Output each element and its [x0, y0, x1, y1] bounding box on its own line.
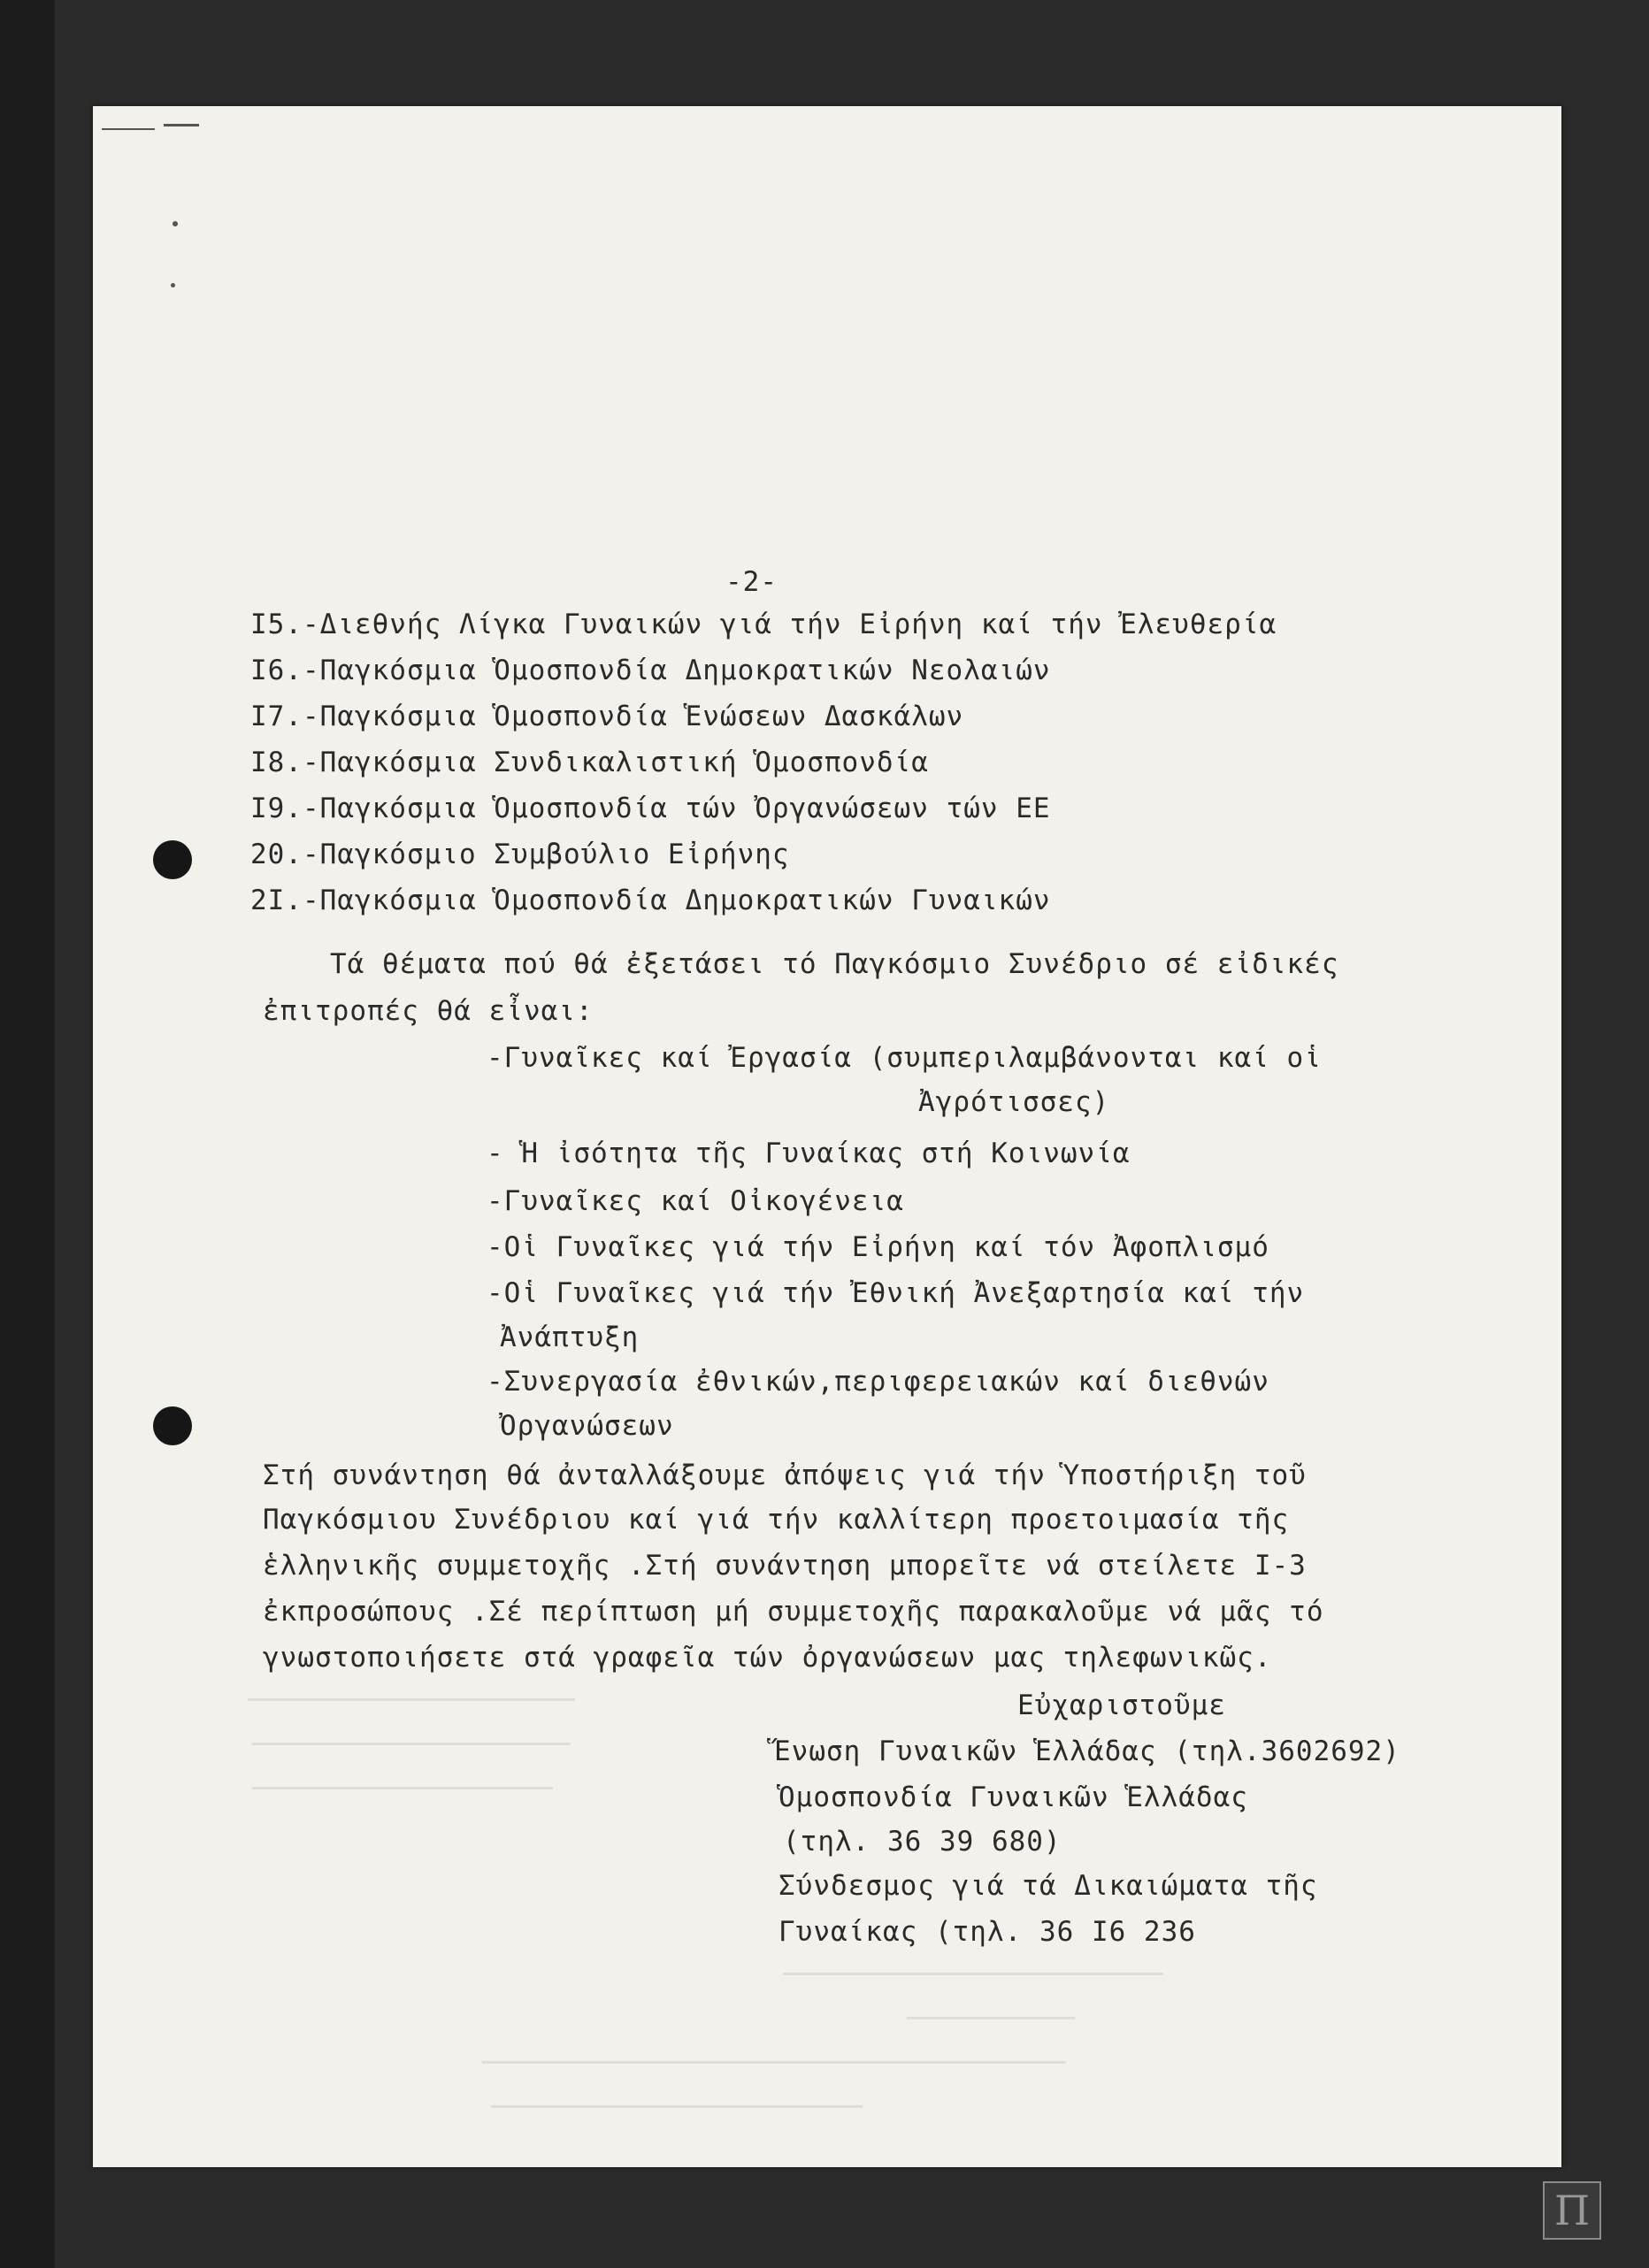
intro-line: ἐπιτροπές θά εἶναι:: [263, 995, 594, 1027]
typed-text: [93, 106, 1561, 2167]
bleed-through: [491, 2105, 863, 2108]
page-number: -2-: [725, 566, 778, 598]
topic-item: -Οἱ Γυναῖκες γιά τήν Εἰρήνη καί τόν Ἀφοπλισμό: [487, 1231, 1269, 1263]
scanner-background-left: [0, 0, 55, 2268]
body-line: Στή συνάντηση θά ἀνταλλάξουμε ἀπόψεις γιά τήν Ὑποστήριξη τοῦ: [263, 1460, 1307, 1491]
list-item: 2I.-Παγκόσμια Ὁμοσπονδία Δημοκρατικών Γυναικών: [250, 885, 1051, 916]
topic-item: - Ἡ ἰσότητα τῆς Γυναίκας στή Κοινωνία: [487, 1138, 1131, 1169]
topic-item: -Συνεργασία ἐθνικών,περιφερειακών καί διεθνών: [487, 1366, 1269, 1398]
body-line: ἑλληνικῆς συμμετοχῆς .Στή συνάντηση μπορεῖτε νά στείλετε I-3: [263, 1550, 1307, 1582]
bleed-through: [783, 1973, 1163, 1975]
list-item: I9.-Παγκόσμια Ὁμοσπονδία τών Ὀργανώσεων τών ΕΕ: [250, 793, 1051, 824]
bleed-through: [252, 1743, 571, 1745]
topic-continuation: Ἀνάπτυξη: [500, 1322, 640, 1353]
archive-logo-icon: Π: [1543, 2181, 1601, 2240]
body-line: γνωστοποιήσετε στά γραφεῖα τών ὀργανώσεων μας τηλεφωνικῶς.: [263, 1642, 1272, 1674]
signatory-line: (τηλ. 36 39 680): [783, 1826, 1062, 1858]
signatory-line: Γυναίκας (τηλ. 36 I6 236: [778, 1916, 1196, 1948]
body-line: Παγκόσμιου Συνέδριου καί γιά τήν καλλίτερη προετοιμασία τῆς: [263, 1504, 1290, 1536]
list-item: 20.-Παγκόσμιο Συμβούλιο Εἰρήνης: [250, 839, 790, 870]
bleed-through: [252, 1787, 553, 1789]
list-item: I8.-Παγκόσμια Συνδικαλιστική Ὁμοσπονδία: [250, 747, 929, 778]
document-page: [93, 106, 1561, 2167]
topic-continuation: Ἀγρότισσες): [918, 1086, 1110, 1118]
list-item: I5.-Διεθνής Λίγκα Γυναικών γιά τήν Εἰρήνη καί τήν Ἐλευθερία: [250, 609, 1277, 640]
list-item: I7.-Παγκόσμια Ὁμοσπονδία Ἑνώσεων Δασκάλων: [250, 701, 964, 732]
signatory-line: Ὁμοσπονδία Γυναικῶν Ἑλλάδας: [778, 1781, 1248, 1813]
bleed-through: [248, 1698, 575, 1701]
bleed-through: [482, 2061, 1066, 2064]
topic-item: -Οἱ Γυναῖκες γιά τήν Ἐθνική Ἀνεξαρτησία καί τήν: [487, 1277, 1305, 1309]
intro-line: Τά θέματα πού θά ἐξετάσει τό Παγκόσμιο Συνέδριο σέ εἰδικές: [330, 948, 1339, 980]
topic-item: -Γυναῖκες καί Οἰκογένεια: [487, 1185, 904, 1217]
bleed-through: [907, 2017, 1075, 2019]
closing: Εὐχαριστοῦμε: [1017, 1690, 1226, 1721]
signatory-line: Ἕνωση Γυναικῶν Ἑλλάδας (τηλ.3602692): [774, 1735, 1400, 1767]
topic-item: -Γυναῖκες καί Ἐργασία (συμπεριλαμβάνονται καί οἱ: [487, 1042, 1322, 1074]
list-item: I6.-Παγκόσμια Ὁμοσπονδία Δημοκρατικών Νεολαιών: [250, 655, 1051, 686]
topic-continuation: Ὀργανώσεων: [500, 1410, 674, 1442]
body-line: ἐκπροσώπους .Σέ περίπτωση μή συμμετοχῆς παρακαλοῦμε νά μᾶς τό: [263, 1596, 1324, 1628]
signatory-line: Σύνδεσμος γιά τά Δικαιώματα τῆς: [778, 1870, 1318, 1902]
